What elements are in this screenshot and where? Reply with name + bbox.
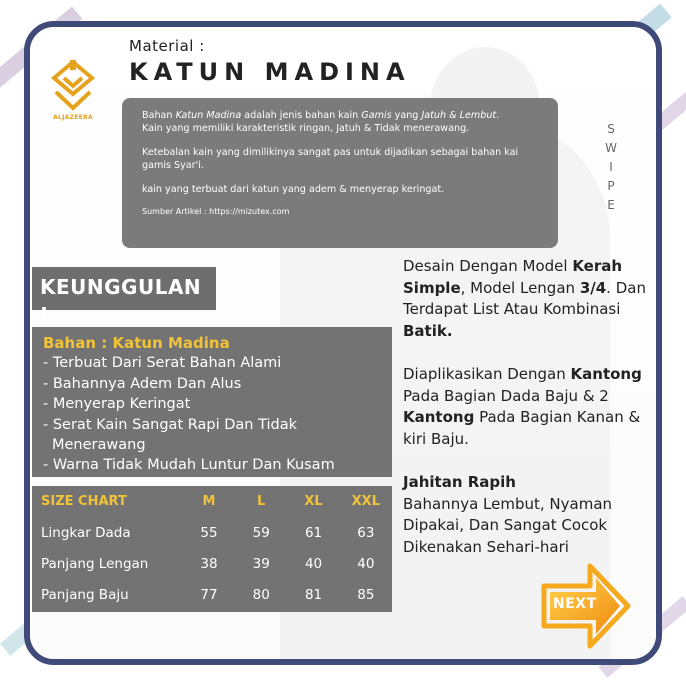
bahan-list bbox=[43, 353, 392, 475]
table-cell: 61 bbox=[304, 524, 323, 541]
table-header: XL bbox=[304, 494, 323, 509]
table-row-label: Lingkar Dada bbox=[41, 524, 131, 541]
feature-desain bbox=[403, 256, 658, 342]
feature-text: , Model Lengan bbox=[460, 278, 580, 297]
description-text: Kain yang memiliki karakteristik ringan, Jatuh & Tidak menerawang. bbox=[142, 122, 470, 134]
table-row bbox=[32, 517, 392, 548]
feature-title: Jahitan Rapih bbox=[403, 472, 516, 491]
description-emphasis: Gamis bbox=[361, 110, 392, 121]
description-paragraph bbox=[142, 110, 544, 135]
list-item: - Menyerap Keringat bbox=[43, 396, 191, 413]
description-text: Bahan bbox=[142, 110, 176, 121]
feature-bold: Batik. bbox=[403, 321, 453, 340]
swipe-letter: P bbox=[607, 179, 615, 193]
description-text: adalah jenis bahan kain bbox=[241, 110, 362, 121]
material-label: Material : bbox=[129, 37, 205, 55]
feature-text: Diaplikasikan Dengan bbox=[403, 364, 571, 383]
feature-bold: 3/4 bbox=[579, 278, 607, 297]
table-row bbox=[32, 548, 392, 579]
swipe-letter: E bbox=[607, 198, 615, 212]
description-source: Sumber Artikel : https://mizutex.com bbox=[142, 206, 290, 216]
table-header: L bbox=[257, 494, 266, 509]
table-header: XXL bbox=[351, 494, 380, 509]
next-button-label[interactable]: NEXT bbox=[553, 596, 597, 612]
table-cell: 77 bbox=[200, 586, 218, 603]
table-cell: 39 bbox=[252, 555, 270, 572]
feature-list bbox=[403, 256, 658, 558]
list-item: - Warna Tidak Mudah Luntur Dan Kusam bbox=[43, 457, 335, 474]
bahan-panel bbox=[32, 327, 392, 477]
description-paragraph: Ketebalan kain yang dimilikinya sangat pas untuk dijadikan sebagai bahan kai gamis Syar'i. bbox=[142, 147, 519, 171]
swipe-letter: I bbox=[609, 160, 613, 174]
feature-text: Bahannya Lembut, Nyaman Dipakai, Dan Sangat Cocok Dikenakan Sehari-hari bbox=[403, 494, 613, 556]
feature-text: Desain Dengan Model bbox=[403, 257, 573, 275]
table-cell: 59 bbox=[252, 524, 270, 541]
list-item: Menerawang bbox=[52, 437, 146, 454]
feature-bold: Kerah Simple bbox=[403, 257, 623, 297]
table-cell: 38 bbox=[200, 555, 218, 572]
list-item: - Bahannya Adem Dan Alus bbox=[43, 375, 242, 392]
list-item: - Serat Kain Sangat Rapi Dan Tidak bbox=[43, 416, 297, 433]
aljazeera-logo-icon bbox=[48, 58, 98, 120]
table-cell: 40 bbox=[304, 555, 323, 572]
bahan-title: Bahan : Katun Madina bbox=[43, 334, 230, 352]
description-text: . bbox=[496, 110, 500, 121]
table-cell: 81 bbox=[304, 586, 323, 603]
table-cell: 63 bbox=[357, 524, 375, 541]
feature-kantong bbox=[403, 364, 658, 450]
description-text: yang bbox=[391, 110, 422, 121]
table-row-label: Panjang Lengan bbox=[41, 555, 149, 572]
table-cell: 85 bbox=[357, 586, 375, 603]
swipe-indicator[interactable] bbox=[601, 120, 621, 215]
description-emphasis: Katun Madina bbox=[175, 110, 242, 121]
swipe-letter: S bbox=[607, 122, 615, 136]
table-cell: 80 bbox=[252, 586, 270, 603]
table-header: M bbox=[202, 494, 216, 509]
brand-name: ALJAZEERA bbox=[53, 114, 93, 121]
table-row-label: Panjang Baju bbox=[41, 586, 129, 603]
keunggulan-heading: KEUNGGULAN : bbox=[32, 267, 216, 310]
feature-jahitan bbox=[403, 472, 658, 558]
size-chart-table bbox=[32, 486, 392, 610]
table-header-row bbox=[32, 486, 392, 517]
table-cell: 55 bbox=[200, 524, 218, 541]
material-description bbox=[122, 98, 558, 248]
swipe-letter: W bbox=[605, 141, 617, 155]
table-header: SIZE CHART bbox=[41, 494, 127, 509]
size-chart bbox=[32, 486, 392, 612]
description-paragraph: kain yang terbuat dari katun yang adem & menyerap keringat. bbox=[142, 184, 445, 196]
feature-text: Pada Bagian Dada Baju & 2 bbox=[403, 386, 609, 405]
feature-bold: Kantong bbox=[570, 364, 642, 383]
material-title: KATUN MADINA bbox=[129, 58, 411, 86]
feature-text: . Dan Terdapat List Atau Kombinasi bbox=[403, 278, 646, 319]
feature-text: Pada Bagian Kanan & kiri Baju. bbox=[403, 408, 641, 448]
feature-bold: Kantong bbox=[403, 408, 475, 427]
description-emphasis: Jatuh & Lembut bbox=[421, 110, 497, 121]
list-item: - Terbuat Dari Serat Bahan Alami bbox=[43, 355, 282, 372]
table-cell: 40 bbox=[357, 555, 375, 572]
table-row bbox=[32, 579, 392, 610]
